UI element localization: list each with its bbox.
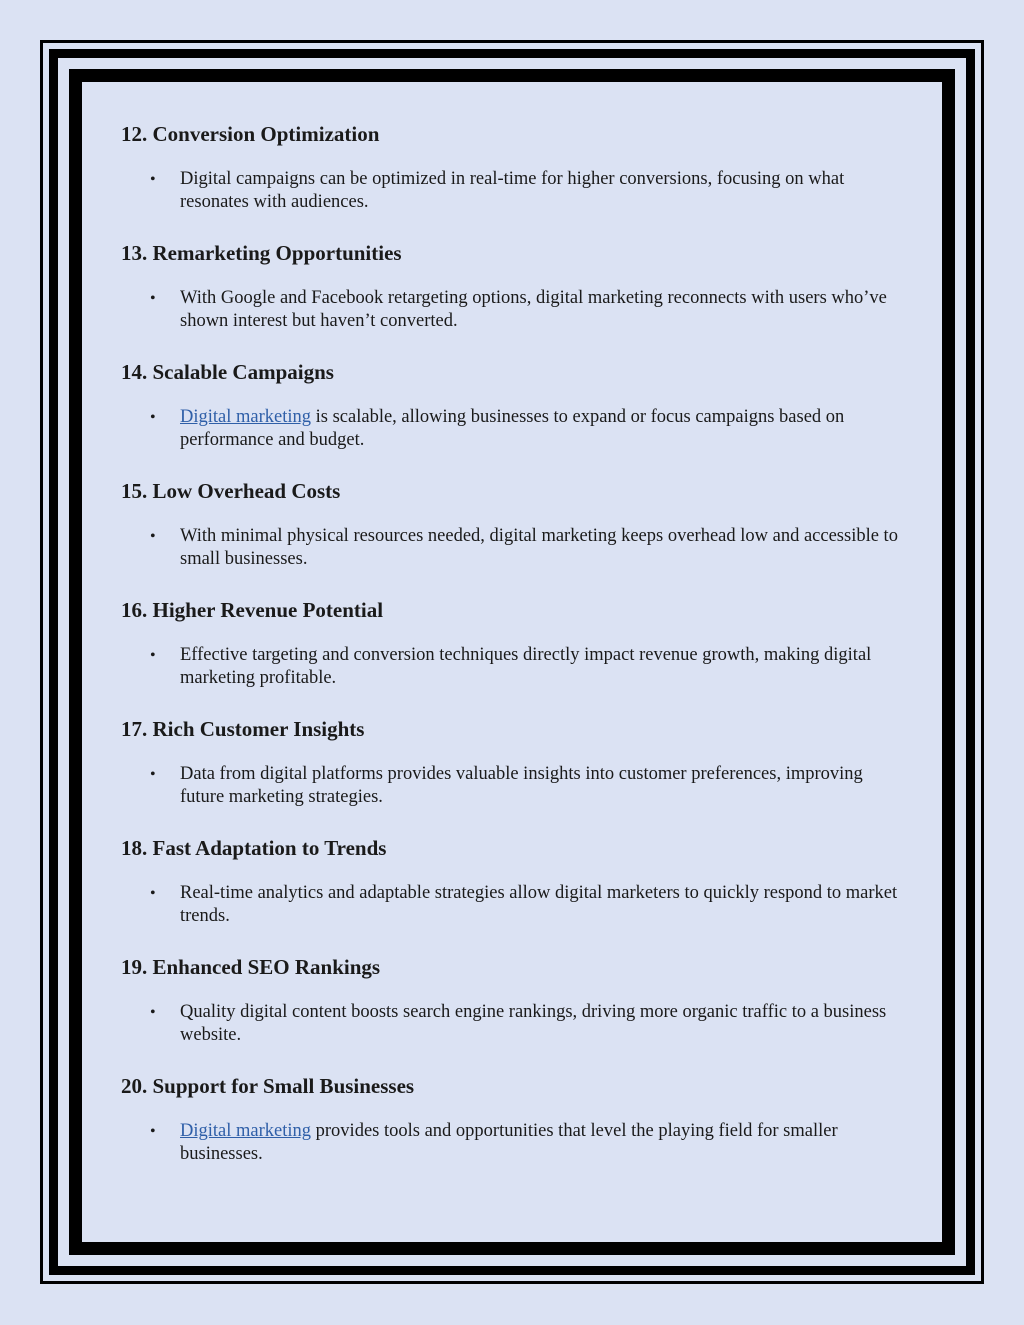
bullet-list [121,1120,911,1166]
list-item-text: Real-time analytics and adaptable strategies allow digital marketers to quickly respond to market trends. [180,883,898,926]
list-item [121,525,911,571]
bullet-list [121,406,911,452]
section-enhanced-seo-rankings [121,951,911,1070]
list-item-text: is scalable, allowing businesses to expand or focus campaigns based on performance and budget. [180,407,845,450]
list-item [121,763,911,809]
list-item-text: Digital campaigns can be optimized in real-time for higher conversions, focusing on what resonates with audiences. [180,169,845,212]
list-item-text: Data from digital platforms provides valuable insights into customer preferences, improving future marketing strategies. [180,764,863,807]
bullet-icon: • [150,766,156,783]
list-item-text: With minimal physical resources needed, digital marketing keeps overhead low and accessible to small businesses. [180,526,898,569]
bullet-icon: • [150,1123,156,1140]
list-item [121,168,911,214]
list-item-text: Effective targeting and conversion techniques directly impact revenue growth, making digital marketing profitable. [180,645,872,688]
list-item-text: Quality digital content boosts search engine rankings, driving more organic traffic to a business website. [180,1002,887,1045]
section-heading: 12. Conversion Optimization [121,122,380,146]
bullet-list [121,644,911,690]
section-heading: 19. Enhanced SEO Rankings [121,955,381,979]
bullet-icon: • [150,171,156,188]
bullet-icon: • [150,647,156,664]
list-item-text: With Google and Facebook retargeting options, digital marketing reconnects with users who’ve shown interest but haven’t converted. [180,288,887,331]
bullet-list [121,168,911,214]
section-heading: 14. Scalable Campaigns [121,360,334,384]
digital-marketing-link[interactable]: Digital marketing [180,1121,312,1141]
section-heading: 20. Support for Small Businesses [121,1074,415,1098]
section-heading: 18. Fast Adaptation to Trends [121,836,387,860]
section-higher-revenue-potential [121,594,911,713]
section-heading: 13. Remarketing Opportunities [121,241,402,265]
list-item [121,406,911,452]
list-item [121,1120,911,1166]
document-content [121,118,911,1189]
section-conversion-optimization [121,118,911,237]
list-item [121,882,911,928]
section-heading: 17. Rich Customer Insights [121,717,365,741]
bullet-icon: • [150,409,156,426]
bullet-list [121,763,911,809]
bullet-icon: • [150,885,156,902]
bullet-icon: • [150,290,156,307]
bullet-list [121,1001,911,1047]
section-low-overhead-costs [121,475,911,594]
section-scalable-campaigns [121,356,911,475]
bullet-list [121,882,911,928]
section-heading: 15. Low Overhead Costs [121,479,341,503]
list-item [121,1001,911,1047]
section-heading: 16. Higher Revenue Potential [121,598,384,622]
section-fast-adaptation-to-trends [121,832,911,951]
bullet-list [121,287,911,333]
digital-marketing-link[interactable]: Digital marketing [180,407,312,427]
list-item-text: provides tools and opportunities that level the playing field for smaller businesses. [180,1121,838,1164]
list-item [121,644,911,690]
bullet-icon: • [150,1004,156,1021]
bullet-list [121,525,911,571]
section-support-for-small-businesses [121,1070,911,1189]
bullet-icon: • [150,528,156,545]
list-item [121,287,911,333]
section-remarketing-opportunities [121,237,911,356]
section-rich-customer-insights [121,713,911,832]
